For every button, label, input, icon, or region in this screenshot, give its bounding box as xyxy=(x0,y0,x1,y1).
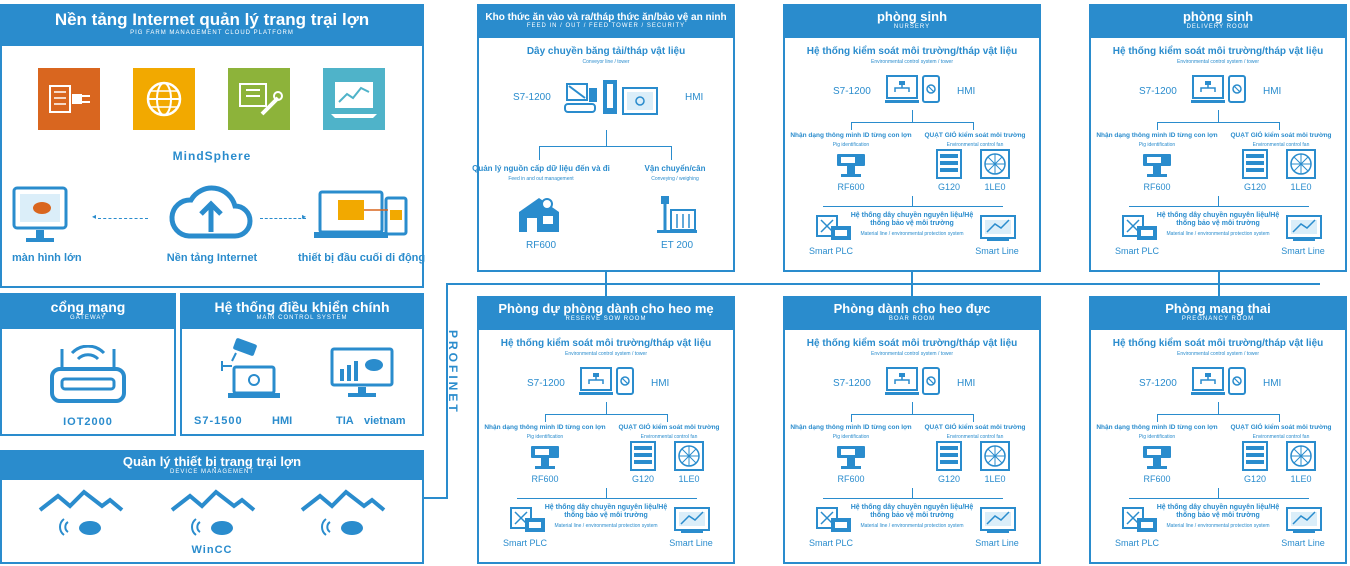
camera-laptop-icon xyxy=(218,337,294,403)
env-system-subtitle: Environmental control system / tower xyxy=(871,59,953,65)
pig-id-subtitle: Pig identification xyxy=(1138,142,1176,148)
pig-id-title: Nhận dạng thông minh ID từng con lợn xyxy=(790,424,912,431)
room-panel-3 xyxy=(477,296,735,564)
bus-line-to-device xyxy=(424,497,448,499)
rfid-reader-icon xyxy=(1141,444,1173,472)
room-title: Phòng dành cho heo đực xyxy=(833,301,991,316)
tools-icon xyxy=(228,68,290,130)
feed-subtitle: FEED IN / OUT / FEED TOWER / SECURITY xyxy=(526,23,686,29)
gateway-panel xyxy=(0,293,176,436)
rfid-reader-icon xyxy=(835,152,867,180)
warehouse-icon xyxy=(515,194,565,234)
cloud-platform-header xyxy=(2,6,422,46)
pig-id-subtitle: Pig identification xyxy=(1138,434,1176,440)
fan-subtitle: Environmental control fan xyxy=(946,142,1004,148)
main-control-header xyxy=(182,295,422,329)
fan-subtitle: Environmental control fan xyxy=(1252,434,1310,440)
fan-motor-icon xyxy=(673,440,705,472)
room-hmi-label: HMI xyxy=(651,378,670,389)
fan-subtitle: Environmental control fan xyxy=(1252,142,1310,148)
room-tree-horizontal xyxy=(1157,122,1279,123)
env-system-title: Hệ thống kiểm soát môi trường/tháp vật liệu xyxy=(806,338,1018,349)
room-rf600-label: RF600 xyxy=(837,474,865,484)
room-bottom-tree-vertical xyxy=(912,196,913,206)
material-system-subtitle: Material line / environmental protection system xyxy=(1166,523,1270,529)
smart-plc-label: Smart PLC xyxy=(808,538,854,548)
laptop-phone-icon xyxy=(312,188,412,246)
room-rf600-label: RF600 xyxy=(1143,182,1171,192)
room-tree-vertical xyxy=(606,402,607,414)
room-subtitle: RESERVE SOW ROOM xyxy=(565,316,647,322)
device-management-title: Quản lý thiết bị trang trại lợn xyxy=(122,454,302,469)
env-controller-icon xyxy=(885,72,943,106)
fan-motor-icon xyxy=(1285,148,1317,180)
room-tree-horizontal xyxy=(851,414,973,415)
iot2000-label: IOT2000 xyxy=(63,416,113,428)
room-tree-vertical xyxy=(1218,110,1219,122)
router-icon xyxy=(48,345,128,405)
device-management-panel xyxy=(0,450,424,564)
env-system-title: Hệ thống kiểm soát môi trường/tháp vật liệu xyxy=(1112,46,1324,57)
material-system-subtitle: Material line / environmental protection system xyxy=(554,523,658,529)
room-title: phòng sinh xyxy=(1182,9,1254,24)
room-tree-horizontal xyxy=(1157,414,1279,415)
smart-line-icon xyxy=(1285,506,1323,534)
fan-motor-icon xyxy=(979,148,1011,180)
room-rf600-label: RF600 xyxy=(1143,474,1171,484)
g120-drive-icon xyxy=(935,148,963,180)
feed-line-subtitle: Conveyor line / tower xyxy=(582,59,630,65)
gateway-subtitle: GATEWAY xyxy=(70,315,106,321)
room-hmi-label: HMI xyxy=(1263,86,1282,97)
room-tree-vertical xyxy=(912,110,913,122)
tia-monitor-icon xyxy=(330,347,394,399)
s7-1500-label: S7-1500 xyxy=(194,415,243,427)
room-panel-1 xyxy=(783,4,1041,272)
room-subtitle: NURSERY xyxy=(893,24,931,30)
feed-tree-vertical xyxy=(606,130,607,146)
room-g120-label: G120 xyxy=(937,182,961,192)
feed-tree-right xyxy=(671,146,672,160)
room-g120-label: G120 xyxy=(937,474,961,484)
room-1le0-label: 1LE0 xyxy=(1290,182,1312,192)
feed-inout-title: Quản lý nguồn cấp dữ liệu đến và đi xyxy=(472,164,610,173)
wincc-label: WinCC xyxy=(191,544,233,556)
g120-drive-icon xyxy=(1241,440,1269,472)
room-tree-vertical xyxy=(912,402,913,414)
room-g120-label: G120 xyxy=(1243,474,1267,484)
material-system-subtitle: Material line / environmental protection system xyxy=(1166,231,1270,237)
g120-drive-icon xyxy=(935,440,963,472)
room-plc-label: S7-1200 xyxy=(1139,378,1177,389)
vietnam-label: vietnam xyxy=(364,415,406,427)
feed-hmi-label: HMI xyxy=(685,92,704,103)
farm-house-icon xyxy=(300,488,386,540)
smart-plc-icon xyxy=(1121,504,1161,536)
env-system-subtitle: Environmental control system / tower xyxy=(871,351,953,357)
env-controller-icon xyxy=(1191,72,1249,106)
internet-platform-label: Nền tảng Internet xyxy=(166,252,258,264)
bus-drop-delivery xyxy=(1218,272,1220,296)
smart-plc-icon xyxy=(1121,212,1161,244)
smart-line-icon xyxy=(979,506,1017,534)
room-g120-label: G120 xyxy=(631,474,655,484)
smart-plc-label: Smart PLC xyxy=(502,538,548,548)
room-title: Phòng dự phòng dành cho heo mẹ xyxy=(498,301,714,316)
device-management-header xyxy=(2,452,422,480)
pig-id-title: Nhận dạng thông minh ID từng con lợn xyxy=(790,132,912,139)
material-system-title: Hệ thống dây chuyền nguyên liệu/Hệ thống bảo vệ môi trường xyxy=(1156,504,1280,519)
room-tree-left xyxy=(851,122,852,130)
smart-plc-icon xyxy=(815,504,855,536)
env-system-title: Hệ thống kiểm soát môi trường/tháp vật liệu xyxy=(806,46,1018,57)
room-1le0-label: 1LE0 xyxy=(984,182,1006,192)
room-tree-right xyxy=(1279,414,1280,422)
pig-id-title: Nhận dạng thông minh ID từng con lợn xyxy=(484,424,606,431)
material-system-title: Hệ thống dây chuyền nguyên liệu/Hệ thống bảo vệ môi trường xyxy=(850,504,974,519)
gateway-header xyxy=(2,295,174,329)
smart-line-icon xyxy=(979,214,1017,242)
room-title: Phòng mang thai xyxy=(1165,301,1271,316)
room-subtitle: DELIVERY ROOM xyxy=(1186,24,1250,30)
room-tree-right xyxy=(1279,122,1280,130)
bus-drop-nursery xyxy=(911,272,913,296)
fan-motor-icon xyxy=(1285,440,1317,472)
feed-et200-label: ET 200 xyxy=(660,240,694,251)
room-tree-horizontal xyxy=(545,414,667,415)
main-control-subtitle: MAIN CONTROL SYSTEM xyxy=(256,315,348,321)
cloud-upload-icon xyxy=(167,176,255,246)
mobile-terminal-label: thiết bị đầu cuối di động xyxy=(298,252,426,264)
g120-drive-icon xyxy=(629,440,657,472)
room-tree-right xyxy=(667,414,668,422)
feed-line-title: Dây chuyền băng tải/tháp vật liệu xyxy=(526,46,686,57)
room-panel-4 xyxy=(783,296,1041,564)
fan-subtitle: Environmental control fan xyxy=(640,434,698,440)
env-controller-icon xyxy=(885,364,943,398)
pig-id-subtitle: Pig identification xyxy=(832,434,870,440)
room-panel-2 xyxy=(1089,4,1347,272)
material-system-title: Hệ thống dây chuyền nguyên liệu/Hệ thống bảo vệ môi trường xyxy=(850,212,974,227)
fan-title: QUẠT GIÓ kiểm soát môi trường xyxy=(1230,132,1332,139)
smart-line-label: Smart Line xyxy=(975,246,1019,256)
material-system-title: Hệ thống dây chuyền nguyên liệu/Hệ thống bảo vệ môi trường xyxy=(1156,212,1280,227)
room-bottom-tree-vertical xyxy=(1218,196,1219,206)
material-system-subtitle: Material line / environmental protection system xyxy=(860,523,964,529)
room-tree-left xyxy=(545,414,546,422)
main-control-panel xyxy=(180,293,424,436)
material-system-title: Hệ thống dây chuyền nguyên liệu/Hệ thống bảo vệ môi trường xyxy=(544,504,668,519)
room-rf600-label: RF600 xyxy=(531,474,559,484)
smart-plc-icon xyxy=(509,504,549,536)
gateway-title: cổng mạng xyxy=(50,299,126,315)
tia-label: TIA xyxy=(336,415,354,427)
smart-line-label: Smart Line xyxy=(975,538,1019,548)
room-header xyxy=(785,6,1039,38)
room-bottom-tree-vertical xyxy=(1218,488,1219,498)
farm-house-icon xyxy=(38,488,124,540)
env-system-subtitle: Environmental control system / tower xyxy=(1177,351,1259,357)
smart-line-label: Smart Line xyxy=(669,538,713,548)
plug-icon xyxy=(38,68,100,130)
env-system-subtitle: Environmental control system / tower xyxy=(1177,59,1259,65)
room-bottom-tree-horizontal xyxy=(517,498,697,499)
room-subtitle: BOAR ROOM xyxy=(888,316,936,322)
pig-id-title: Nhận dạng thông minh ID từng con lợn xyxy=(1096,424,1218,431)
room-bottom-tree-horizontal xyxy=(1129,206,1309,207)
fan-title: QUẠT GIÓ kiểm soát môi trường xyxy=(924,132,1026,139)
fan-subtitle: Environmental control fan xyxy=(946,434,1004,440)
room-rf600-label: RF600 xyxy=(837,182,865,192)
feed-weigh-subtitle: Conveying / weighing xyxy=(651,176,699,182)
room-tree-vertical xyxy=(1218,402,1219,414)
room-title: phòng sinh xyxy=(876,9,948,24)
cloud-platform-title: Nền tảng Internet quản lý trang trại lợn xyxy=(54,10,370,29)
room-bottom-tree-horizontal xyxy=(823,206,1003,207)
device-management-subtitle: DEVICE MANAGEMENT xyxy=(169,469,254,475)
room-header xyxy=(1091,298,1345,330)
room-tree-horizontal xyxy=(851,122,973,123)
profinet-label: PROFINET xyxy=(446,330,460,415)
feed-tree-left xyxy=(539,146,540,160)
bus-line-main-horizontal xyxy=(446,283,1320,285)
room-tree-left xyxy=(1157,414,1158,422)
room-tree-right xyxy=(973,414,974,422)
conveyor-tower-icon xyxy=(563,78,663,118)
smart-plc-icon xyxy=(815,212,855,244)
mindsphere-label: MindSphere xyxy=(172,149,252,163)
cloud-platform-subtitle: PIG FARM MANAGEMENT CLOUD PLATFORM xyxy=(130,30,294,36)
room-plc-label: S7-1200 xyxy=(833,378,871,389)
smart-line-label: Smart Line xyxy=(1281,246,1325,256)
env-system-title: Hệ thống kiểm soát môi trường/tháp vật liệu xyxy=(1112,338,1324,349)
room-header xyxy=(1091,6,1345,38)
pig-id-subtitle: Pig identification xyxy=(832,142,870,148)
fan-title: QUẠT GIÓ kiểm soát môi trường xyxy=(1230,424,1332,431)
feed-inout-subtitle: Feed in and out management xyxy=(508,176,574,182)
room-header xyxy=(479,298,733,330)
arrow-left-icon: ◂ xyxy=(92,212,97,221)
room-tree-left xyxy=(1157,122,1158,130)
room-bottom-tree-vertical xyxy=(606,488,607,498)
room-1le0-label: 1LE0 xyxy=(1290,474,1312,484)
smart-plc-label: Smart PLC xyxy=(1114,246,1160,256)
rfid-reader-icon xyxy=(529,444,561,472)
cloud-platform-panel xyxy=(0,4,424,288)
fan-title: QUẠT GIÓ kiểm soát môi trường xyxy=(924,424,1026,431)
scale-icon xyxy=(655,194,699,234)
smart-line-icon xyxy=(673,506,711,534)
room-hmi-label: HMI xyxy=(1263,378,1282,389)
connector-line xyxy=(260,218,306,220)
smart-line-label: Smart Line xyxy=(1281,538,1325,548)
smart-plc-label: Smart PLC xyxy=(1114,538,1160,548)
fan-title: QUẠT GIÓ kiểm soát môi trường xyxy=(618,424,720,431)
room-plc-label: S7-1200 xyxy=(527,378,565,389)
room-bottom-tree-horizontal xyxy=(823,498,1003,499)
env-controller-icon xyxy=(579,364,637,398)
smart-line-icon xyxy=(1285,214,1323,242)
room-hmi-label: HMI xyxy=(957,86,976,97)
monitor-chart-icon xyxy=(323,68,385,130)
g120-drive-icon xyxy=(1241,148,1269,180)
room-hmi-label: HMI xyxy=(957,378,976,389)
material-system-subtitle: Material line / environmental protection system xyxy=(860,231,964,237)
connector-line xyxy=(98,218,148,220)
smart-plc-label: Smart PLC xyxy=(808,246,854,256)
env-controller-icon xyxy=(1191,364,1249,398)
room-subtitle: PREGNANCY ROOM xyxy=(1181,316,1255,322)
room-1le0-label: 1LE0 xyxy=(984,474,1006,484)
feed-tree-horizontal xyxy=(539,146,671,147)
room-tree-left xyxy=(851,414,852,422)
feed-weigh-title: Vận chuyển/cân xyxy=(644,164,706,173)
room-plc-label: S7-1200 xyxy=(1139,86,1177,97)
bus-drop-feed xyxy=(605,272,607,296)
room-g120-label: G120 xyxy=(1243,182,1267,192)
feed-panel xyxy=(472,4,735,272)
feed-title: Kho thức ăn vào và ra/tháp thức ăn/bảo vệ an ninh xyxy=(485,12,727,23)
room-header xyxy=(785,298,1039,330)
room-bottom-tree-vertical xyxy=(912,488,913,498)
big-screen-icon xyxy=(12,186,68,248)
main-hmi-label: HMI xyxy=(272,415,293,427)
env-system-subtitle: Environmental control system / tower xyxy=(565,351,647,357)
feed-header xyxy=(479,6,733,38)
fan-motor-icon xyxy=(979,440,1011,472)
env-system-title: Hệ thống kiểm soát môi trường/tháp vật liệu xyxy=(500,338,712,349)
farm-house-icon xyxy=(170,488,256,540)
pig-id-subtitle: Pig identification xyxy=(526,434,564,440)
main-control-title: Hệ thống điều khiển chính xyxy=(214,299,390,315)
room-panel-5 xyxy=(1089,296,1347,564)
room-bottom-tree-horizontal xyxy=(1129,498,1309,499)
room-tree-right xyxy=(973,122,974,130)
globe-icon xyxy=(133,68,195,130)
room-plc-label: S7-1200 xyxy=(833,86,871,97)
big-screen-label: màn hình lớn xyxy=(12,252,82,264)
rfid-reader-icon xyxy=(835,444,867,472)
arrow-right-icon: ▸ xyxy=(302,212,307,221)
rfid-reader-icon xyxy=(1141,152,1173,180)
feed-plc-label: S7-1200 xyxy=(513,92,551,103)
feed-rf600-label: RF600 xyxy=(525,240,557,251)
pig-id-title: Nhận dạng thông minh ID từng con lợn xyxy=(1096,132,1218,139)
room-1le0-label: 1LE0 xyxy=(678,474,700,484)
